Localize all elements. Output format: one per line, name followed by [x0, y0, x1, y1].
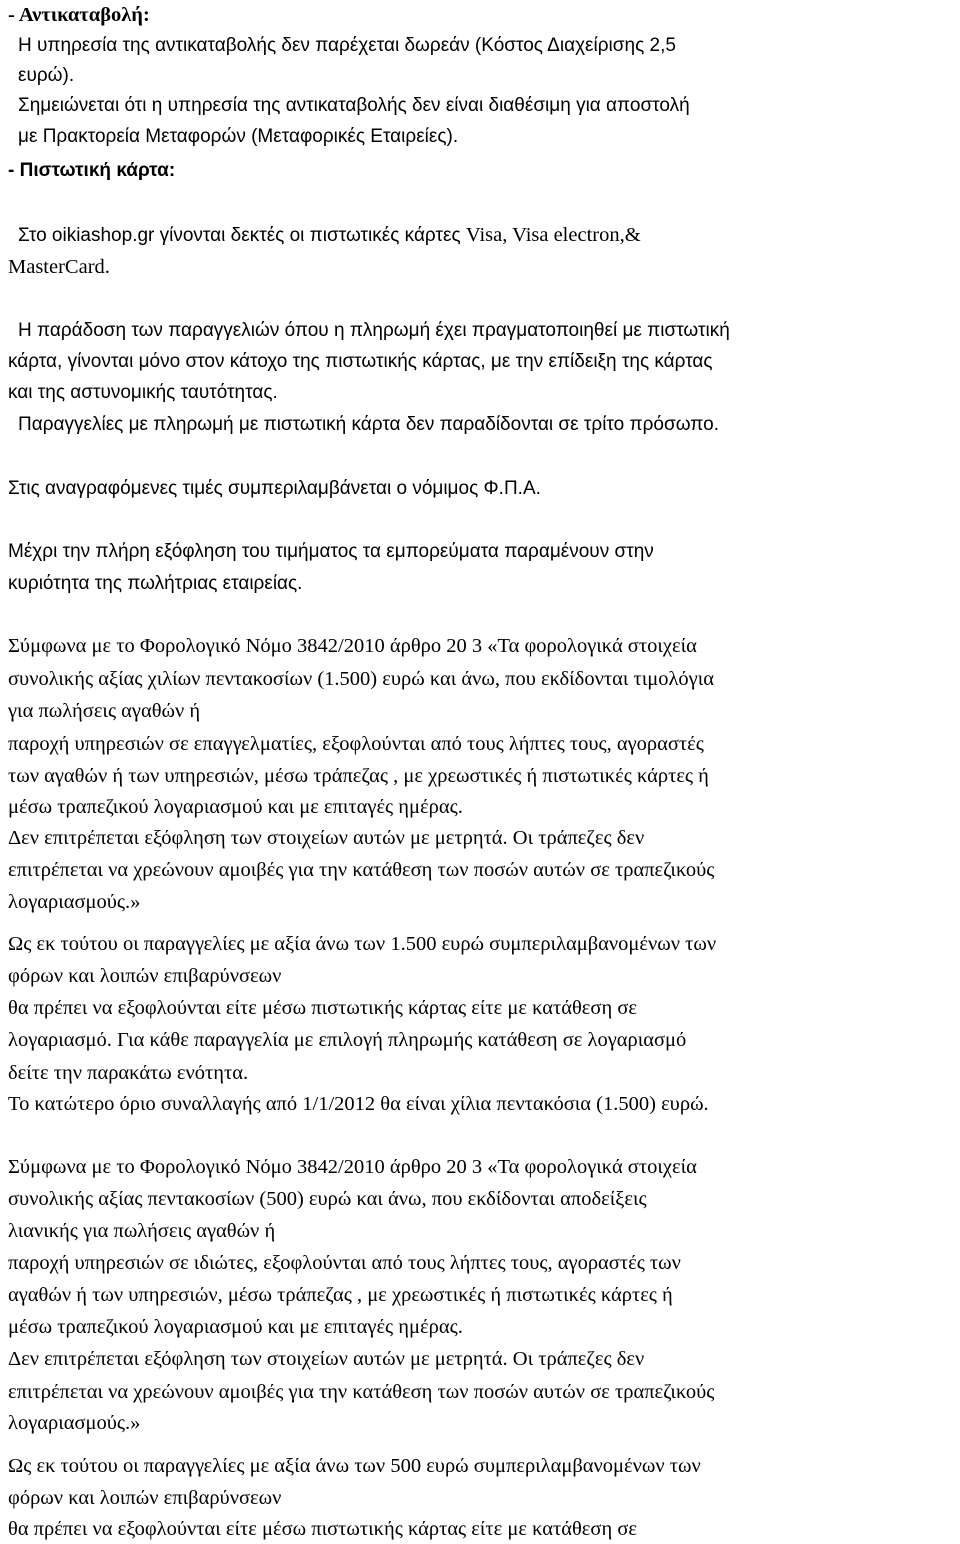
law-b2b-line-9: λογαριασμούς.»	[8, 891, 141, 913]
law-b2c-line-8: επιτρέπεται να χρεώνουν αμοιβές για την κατάθεση των ποσών αυτών σε τραπεζικούς	[8, 1381, 715, 1403]
law-b2c-line-9: λογαριασμούς.»	[8, 1412, 141, 1434]
law-b2c-line-6: μέσω τραπεζικού λογαριασμού και με επιταγές ημέρας.	[8, 1316, 463, 1338]
card-brands: Visa, Visa electron,&	[465, 224, 641, 246]
card-line-2: MasterCard.	[8, 256, 110, 278]
cod-line-1: Η υπηρεσία της αντικαταβολής δεν παρέχεται δωρεάν (Κόστος Διαχείρισης 2,5	[18, 35, 676, 56]
ownership-line-2: κυριότητα της πωλήτριας εταιρείας.	[8, 573, 303, 594]
card-line-5: και της αστυνομικής ταυτότητας.	[8, 382, 278, 403]
orders-500-line-1: Ως εκ τούτου οι παραγγελίες με αξία άνω των 500 ευρώ συμπεριλαμβανομένων των	[8, 1455, 701, 1477]
orders-1500-line-6: Το κατώτερο όριο συναλλαγής από 1/1/2012 θα είναι χίλια πεντακόσια (1.500) ευρώ.	[8, 1093, 709, 1115]
law-b2b-line-6: μέσω τραπεζικού λογαριασμού και με επιταγές ημέρας.	[8, 796, 463, 818]
law-b2b-line-5: των αγαθών ή των υπηρεσιών, μέσω τράπεζας , με χρεωστικές ή πιστωτικές κάρτες ή	[8, 765, 709, 787]
cod-line-4: με Πρακτορεία Μεταφορών (Μεταφορικές Εταιρείες).	[18, 126, 459, 147]
card-line-3: Η παράδοση των παραγγελιών όπου η πληρωμή έχει πραγματοποιηθεί με πιστωτική	[18, 320, 730, 341]
card-line-1-start: Στο oikiashop.gr γίνονται δεκτές οι πιστωτικές κάρτες	[18, 225, 461, 246]
law-b2b-line-8: επιτρέπεται να χρεώνουν αμοιβές για την κατάθεση των ποσών αυτών σε τραπεζικούς	[8, 859, 715, 881]
law-b2b-line-4: παροχή υπηρεσιών σε επαγγελματίες, εξοφλούνται από τους λήπτες τους, αγοραστές	[8, 733, 704, 755]
orders-1500-line-3: θα πρέπει να εξοφλούνται είτε μέσω πιστωτικής κάρτας είτε με κατάθεση σε	[8, 997, 637, 1019]
law-b2c-line-2: συνολικής αξίας πεντακοσίων (500) ευρώ και άνω, που εκδίδονται αποδείξεις	[8, 1188, 647, 1210]
cod-line-2: ευρώ).	[18, 65, 75, 86]
law-b2b-line-3: για πωλήσεις αγαθών ή	[8, 700, 201, 722]
cod-heading: - Αντικαταβολή:	[8, 4, 150, 26]
law-b2b-line-1: Σύμφωνα με το Φορολογικό Νόμο 3842/2010 άρθρο 20 3 «Τα φορολογικά στοιχεία	[8, 635, 697, 657]
orders-1500-line-2: φόρων και λοιπών επιβαρύνσεων	[8, 965, 282, 987]
law-b2b-line-7: Δεν επιτρέπεται εξόφληση των στοιχείων αυτών με μετρητά. Οι τράπεζες δεν	[8, 827, 645, 849]
orders-1500-line-5: δείτε την παρακάτω ενότητα.	[8, 1062, 249, 1084]
ownership-line-1: Μέχρι την πλήρη εξόφληση του τιμήματος τα εμπορεύματα παραμένουν στην	[8, 541, 654, 562]
vat-line: Στις αναγραφόμενες τιμές συμπεριλαμβάνεται ο νόμιμος Φ.Π.Α.	[8, 478, 541, 499]
law-b2c-line-3: λιανικής για πωλήσεις αγαθών ή	[8, 1220, 276, 1242]
law-b2c-line-7: Δεν επιτρέπεται εξόφληση των στοιχείων αυτών με μετρητά. Οι τράπεζες δεν	[8, 1348, 645, 1370]
orders-1500-line-4: λογαριασμό. Για κάθε παραγγελία με επιλογή πληρωμής κατάθεση σε λογαριασμό	[8, 1029, 687, 1051]
card-line-6: Παραγγελίες με πληρωμή με πιστωτική κάρτα δεν παραδίδονται σε τρίτο πρόσωπο.	[18, 414, 719, 435]
law-b2c-line-4: παροχή υπηρεσιών σε ιδιώτες, εξοφλούνται από τους λήπτες τους, αγοραστές των	[8, 1252, 681, 1274]
orders-500-line-3: θα πρέπει να εξοφλούνται είτε μέσω πιστωτικής κάρτας είτε με κατάθεση σε	[8, 1518, 637, 1540]
card-line-4: κάρτα, γίνονται μόνο στον κάτοχο της πιστωτικής κάρτας, με την επίδειξη της κάρτας	[8, 351, 713, 372]
orders-1500-line-1: Ως εκ τούτου οι παραγγελίες με αξία άνω των 1.500 ευρώ συμπεριλαμβανομένων των	[8, 933, 717, 955]
law-b2c-line-5: αγαθών ή των υπηρεσιών, μέσω τράπεζας , με χρεωστικές ή πιστωτικές κάρτες ή	[8, 1284, 673, 1306]
law-b2b-line-2: συνολικής αξίας χιλίων πεντακοσίων (1.500) ευρώ και άνω, που εκδίδονται τιμολόγια	[8, 668, 714, 690]
law-b2c-line-1: Σύμφωνα με το Φορολογικό Νόμο 3842/2010 άρθρο 20 3 «Τα φορολογικά στοιχεία	[8, 1156, 697, 1178]
orders-500-line-2: φόρων και λοιπών επιβαρύνσεων	[8, 1487, 282, 1509]
card-heading: - Πιστωτική κάρτα:	[8, 160, 176, 181]
card-line-1	[18, 225, 641, 246]
cod-line-3: Σημειώνεται ότι η υπηρεσία της αντικαταβολής δεν είναι διαθέσιμη για αποστολή	[18, 95, 690, 116]
